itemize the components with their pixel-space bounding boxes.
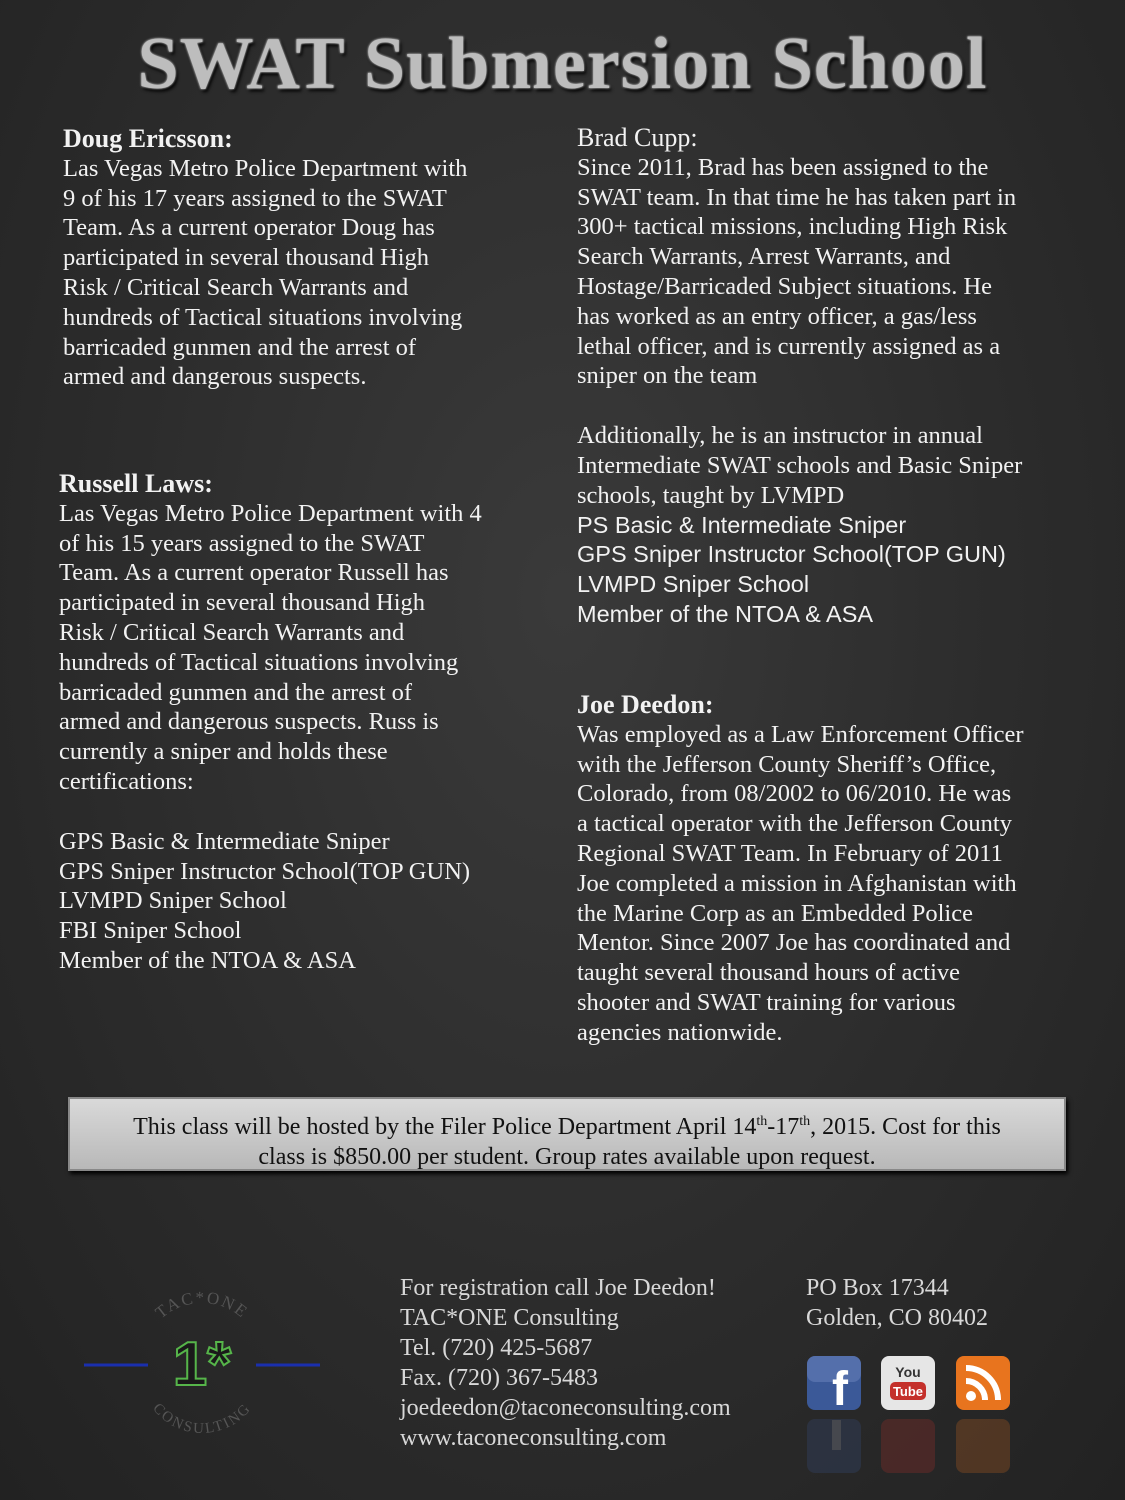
bio-line: a tactical operator with the Jefferson County (577, 810, 1012, 838)
bio-line: Las Vegas Metro Police Department with 4 (59, 499, 482, 527)
bio-line: currently a sniper and holds these (59, 738, 388, 766)
bio-line: of his 15 years assigned to the SWAT (59, 529, 425, 557)
notice-line-2: class is $850.00 per student. Group rates available upon request. (258, 1144, 876, 1170)
notice-superscript: th (799, 1114, 811, 1129)
contact-company: TAC*ONE Consulting (400, 1305, 619, 1331)
bio-line: certifications: (59, 767, 194, 795)
bio-doug-ericsson (63, 124, 467, 392)
logo-mark: 1* (172, 1330, 232, 1399)
bio-line: Joe completed a mission in Afghanistan with (577, 869, 1017, 897)
bio-russell-laws (59, 469, 482, 976)
bio-line: schools, taught by LVMPD (577, 481, 845, 509)
certification-item: GPS Basic & Intermediate Sniper (59, 827, 390, 855)
certification-item: FBI Sniper School (59, 917, 242, 945)
class-notice-box (68, 1097, 1066, 1171)
bio-name: Brad Cupp: (577, 123, 698, 152)
certification-item: GPS Sniper Instructor School(TOP GUN) (577, 541, 1006, 568)
contact-info (400, 1273, 731, 1453)
youtube-bottom-text: Tube (892, 1384, 924, 1399)
bio-line: barricaded gunmen and the arrest of (59, 678, 413, 706)
rss-icon[interactable] (955, 1355, 1011, 1411)
bio-line: Risk / Critical Search Warrants and (59, 618, 405, 646)
bio-line: sniper on the team (577, 362, 758, 390)
contact-website: www.taconeconsulting.com (400, 1425, 667, 1451)
rss-reflection-icon (955, 1418, 1011, 1474)
bio-line: 300+ tactical missions, including High Risk (577, 213, 1008, 241)
logo-bottom-text: CONSULTING (149, 1400, 255, 1438)
youtube-top-text: You (895, 1364, 921, 1380)
bio-line: Intermediate SWAT schools and Basic Sniper (577, 451, 1023, 479)
address-line: Golden, CO 80402 (806, 1305, 988, 1331)
bio-line: armed and dangerous suspects. (63, 363, 367, 391)
bio-line: Mentor. Since 2007 Joe has coordinated and (577, 929, 1011, 957)
svg-text:TAC*ONE (152, 1288, 253, 1322)
mailing-address (806, 1273, 988, 1333)
certification-item: GPS Sniper Instructor School(TOP GUN) (59, 857, 471, 885)
youtube-reflection-icon (880, 1418, 936, 1474)
bio-line: Was employed as a Law Enforcement Officer (577, 720, 1024, 748)
bio-line: Las Vegas Metro Police Department with (63, 154, 468, 182)
certification-item: LVMPD Sniper School (59, 887, 287, 915)
bio-line: Search Warrants, Arrest Warrants, and (577, 243, 951, 271)
bio-line: armed and dangerous suspects. Russ is (59, 708, 439, 736)
bio-line: Risk / Critical Search Warrants and (63, 273, 409, 301)
bio-line: has worked as an entry officer, a gas/less (577, 302, 977, 330)
bio-line: participated in several thousand High (63, 244, 430, 272)
bio-name: Russell Laws: (59, 469, 213, 498)
contact-fax: Fax. (720) 367-5483 (400, 1365, 598, 1391)
bio-name: Joe Deedon: (577, 690, 714, 719)
notice-text: -17 (767, 1114, 800, 1140)
bio-line: SWAT team. In that time he has taken part in (577, 183, 1017, 211)
page-title: SWAT Submersion School (137, 23, 988, 105)
certification-item: PS Basic & Intermediate Sniper (577, 511, 907, 538)
bio-line: Hostage/Barricaded Subject situations. He (577, 272, 993, 300)
bio-line: taught several thousand hours of active (577, 959, 961, 987)
bio-line: Since 2011, Brad has been assigned to the (577, 153, 989, 181)
bio-line: Team. As a current operator Doug has (63, 214, 435, 242)
bio-name: Doug Ericsson: (63, 124, 233, 153)
bio-line: Regional SWAT Team. In February of 2011 (577, 839, 1003, 867)
youtube-icon[interactable] (880, 1355, 936, 1411)
certification-item: Member of the NTOA & ASA (59, 946, 356, 974)
notice-superscript: th (756, 1114, 768, 1129)
notice-line-1 (84, 1107, 1050, 1142)
bio-brad-cupp (577, 123, 1022, 630)
address-line: PO Box 17344 (806, 1275, 949, 1301)
notice-text: This class will be hosted by the Filer Police Department April 14 (133, 1114, 757, 1140)
logo-top-text: TAC*ONE (151, 1287, 253, 1323)
facebook-reflection-icon (806, 1418, 862, 1474)
bio-line: participated in several thousand High (59, 589, 426, 617)
notice-text: , 2015. Cost for this (810, 1114, 1001, 1140)
certification-item: LVMPD Sniper School (577, 571, 810, 598)
bio-line: with the Jefferson County Sheriff’s Office, (577, 750, 997, 778)
facebook-letter: f (832, 1363, 848, 1411)
contact-phone: Tel. (720) 425-5687 (400, 1335, 593, 1361)
bio-line: Team. As a current operator Russell has (59, 559, 449, 587)
bio-line: Additionally, he is an instructor in annual (577, 422, 983, 450)
bio-line: agencies nationwide. (577, 1018, 783, 1046)
contact-email: joedeedon@taconeconsulting.com (400, 1395, 731, 1421)
bio-line: shooter and SWAT training for various (577, 988, 956, 1016)
svg-text:CONSULTING (149, 1400, 254, 1437)
bio-line: 9 of his 17 years assigned to the SWAT (63, 184, 447, 212)
facebook-icon[interactable] (806, 1355, 862, 1411)
bio-line: hundreds of Tactical situations involving (59, 648, 459, 676)
bio-line: the Marine Corp as an Embedded Police (577, 899, 973, 927)
contact-call-line: For registration call Joe Deedon! (400, 1275, 716, 1301)
bio-line: barricaded gunmen and the arrest of (63, 333, 417, 361)
bio-joe-deedon (577, 690, 1024, 1048)
tacone-logo (82, 1285, 322, 1445)
bio-line: lethal officer, and is currently assigned as a (577, 332, 1001, 360)
bio-line: Colorado, from 08/2002 to 06/2010. He was (577, 780, 1012, 808)
bio-line: hundreds of Tactical situations involving (63, 303, 463, 331)
certification-item: Member of the NTOA & ASA (577, 600, 874, 627)
